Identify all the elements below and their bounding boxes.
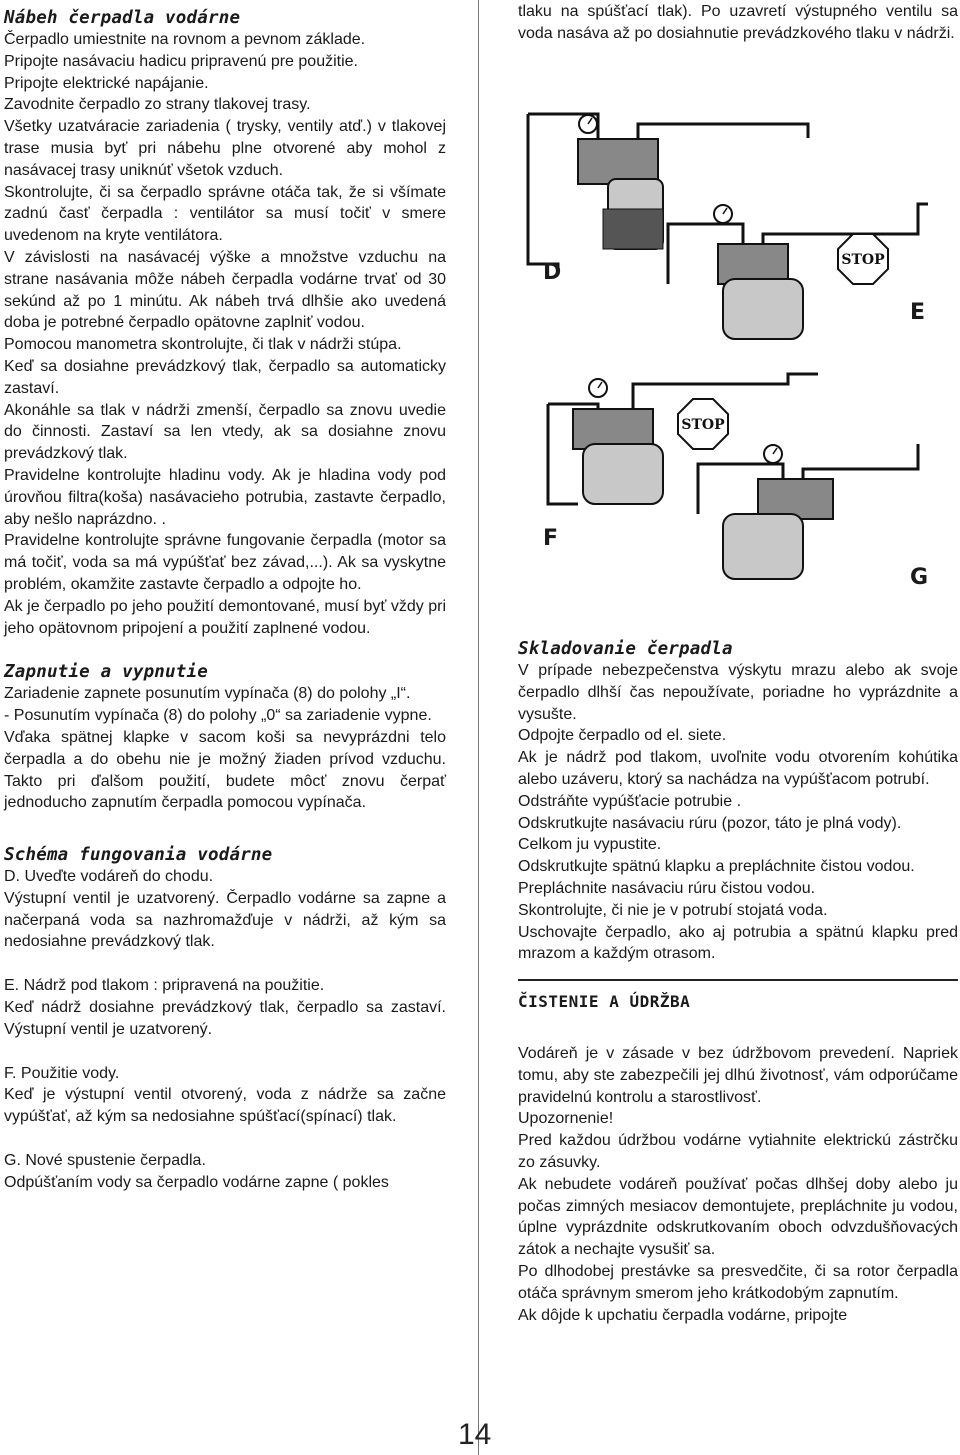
figure-label-f: F <box>543 526 559 551</box>
right-column-top <box>518 0 958 45</box>
figure-label-d: D <box>543 260 562 285</box>
stop-sign-text: STOP <box>681 417 725 433</box>
pipe-line <box>638 124 808 144</box>
page-number: 14 <box>458 1418 492 1451</box>
left-column <box>4 0 446 1194</box>
paragraph: G. Nové spustenie čerpadla. <box>4 1152 206 1170</box>
paragraph: Odskrutkujte nasávaciu rúru (pozor, táto je plná vody). <box>518 814 902 832</box>
pump-diagram <box>518 84 958 628</box>
paragraph: Pripojte nasávaciu hadicu pripravenú pre použitie. <box>4 52 358 70</box>
paragraph: Ak je nádrž pod tlakom, uvoľnite vodu otvorením kohútika alebo uzáveru, ktorý sa nachádza na vypúšťacom potrubí. <box>518 749 958 788</box>
paragraph: Uschovajte čerpadlo, ako aj potrubia a spätnú klapku pred mrazom a každým otrasom. <box>518 923 958 963</box>
paragraph: Keď je výstupní ventil otvorený, voda z nádrže sa začne vypúšťať, až kým sa nedosiahne spúšťací(spínací) tlak. <box>4 1086 446 1126</box>
paragraph: E. Nádrž pod tlakom : pripravená na použitie. <box>4 977 325 995</box>
section-divider <box>518 979 958 991</box>
paragraph: Vodáreň je v zásade v bez údržbovom prevedení. Napriek tomu, aby ste zabezpečili jej dlhú životnosť, vám odporúčame pravidelnú kontrolu a starostlivosť. <box>518 1044 958 1106</box>
paragraph: Akonáhle sa tlak v nádrži zmenší, čerpadlo sa znovu uvedie do činnosti. Zastaví sa len vtedy, ak sa dosiahne znovu prevádzkový tlak. <box>4 401 446 463</box>
column-divider <box>478 0 479 1455</box>
paragraph: Skontrolujte, či sa čerpadlo správne otáča tak, že si všímate zadnú časť čerpadla : ventilátor sa musí točiť v smere uvedenom na kryte ventilátora. <box>4 183 446 245</box>
paragraph: Keď nádrž dosiahne prevádzkový tlak, čerpadlo sa zastaví. Výstupní ventil je uzatvorený. <box>4 999 446 1038</box>
pump-unit-f <box>573 379 728 504</box>
section-heading-schema: Schéma fungovania vodárne <box>4 845 273 866</box>
right-column-bottom <box>518 638 958 1326</box>
stop-sign-text: STOP <box>841 252 885 268</box>
paragraph: tlaku na spúšťací tlak). Po uzavretí výstupného ventilu sa voda nasáva až po dosiahnutie prevádzkového tlaku v nádrži. <box>518 3 958 42</box>
paragraph: Ak dôjde k upchatiu čerpadla vodárne, pripojte <box>518 1306 848 1324</box>
paragraph: Prepláchnite nasávaciu rúru čistou vodou. <box>518 879 816 897</box>
paragraph: V prípade nebezpečenstva výskytu mrazu alebo ak svoje čerpadlo dlhší čas nepoužívate, poriadne ho vyprázdnite a vysušte. <box>518 662 958 723</box>
paragraph: Pravidelne kontrolujte hladinu vody. Ak je hladina vody pod úrovňou filtra(koša) nasávacieho potrubia, zastavte čerpadlo, aby nešlo naprázdno. . <box>4 466 446 528</box>
paragraph: Celkom ju vypustite. <box>518 836 662 854</box>
paragraph: Odpúšťaním vody sa čerpadlo vodárne zapne ( pokles <box>4 1173 389 1191</box>
paragraph: Zariadenie zapnete posunutím vypínača (8) do polohy „I“. <box>4 685 411 703</box>
paragraph: V závislosti na nasávacéj výške a množstve vzduchu na strane nasávania môže nábeh čerpadla vodárne trvať od 30 sekúnd až po 1 minútu. Ak nábeh trvá dlhšie ako uvedená doba je potrebné čerpadlo opätovne zaplniť vodou. <box>4 248 446 332</box>
paragraph: Pripojte elektrické napájanie. <box>4 74 209 92</box>
paragraph: Odskrutkujte spätnú klapku a prepláchnite čistou vodou. <box>518 858 915 876</box>
pump-operation-figure <box>518 84 958 628</box>
paragraph: Pravidelne kontrolujte správne fungovanie čerpadla (motor sa má točiť, voda sa má vypúšťať bez závad,...). Ak sa vyskytne problém, okamžite zastavte čerpadlo a odpojte ho. <box>4 532 446 593</box>
section-heading-zapnutie: Zapnutie a vypnutie <box>4 662 208 683</box>
section-heading-nabeh: Nábeh čerpadla vodárne <box>4 8 241 28</box>
paragraph: Vďaka spätnej klapke v sacom koši sa nevyprázdni telo čerpadla a do obehu nie je možný žiaden prívod vzduchu. Takto pri ďalšom použití, budete môcť znovu čerpať jednoducho zapnutím čerpadla pomocou vypínača. <box>4 728 446 812</box>
paragraph: Keď sa dosiahne prevádzkový tlak, čerpadlo sa automaticky zastaví. <box>4 357 446 397</box>
paragraph: Ak nebudete vodáreň používať počas dlhšej doby alebo ju počas zimných mesiacov demontujete, prepláchnite ju vodou, úplne vyprázdnite odskrutkovaním oboch odvzdušňovacých zátok a nechajte vysušiť sa. <box>518 1175 958 1259</box>
paragraph: Pred každou údržbou vodárne vytiahnite elektrickú zástrčku zo zásuvky. <box>518 1132 958 1171</box>
section-heading-cistenie: ČISTENIE A ÚDRŽBA <box>518 992 691 1012</box>
paragraph: Upozornenie! <box>518 1110 614 1128</box>
pump-unit-d <box>578 115 663 249</box>
paragraph: Čerpadlo umiestnite na rovnom a pevnom základe. <box>4 31 366 48</box>
paragraph: Skontrolujte, či nie je v potrubí stojatá voda. <box>518 901 828 919</box>
paragraph: F. Použitie vody. <box>4 1064 120 1082</box>
pipe-line <box>528 114 558 274</box>
section-heading-skladovanie: Skladovanie čerpadla <box>518 639 733 659</box>
paragraph: Zavodnite čerpadlo zo strany tlakovej trasy. <box>4 96 311 114</box>
figure-label-e: E <box>910 300 926 325</box>
paragraph: D. Uveďte vodáreň do chodu. <box>4 868 214 886</box>
figure-label-g: G <box>910 565 929 590</box>
paragraph: Po dlhodobej prestávke sa presvedčite, či sa rotor čerpadla otáča správnym smerom jeho krátkodobým zapnutím. <box>518 1262 958 1302</box>
paragraph: Pomocou manometra skontrolujte, či tlak v nádrži stúpa. <box>4 336 402 354</box>
paragraph: Výstupní ventil je uzatvorený. Čerpadlo vodárne sa zapne a načerpaná voda sa nazhromažďuje v nádrži, až kým sa nedosiahne prevádzkový tlak. <box>4 889 446 951</box>
paragraph: Ak je čerpadlo po jeho použití demontované, musí byť vždy pri jeho opätovnom pripojení a použití zaplnené vodou. <box>4 597 446 637</box>
paragraph: Všetky uzatváracie zariadenia ( trysky, ventily atď.) v tlakovej trase musia byť pri nábehu plne otvorené aby mohol z nasávacej trasy uniknúť všetok vzduch. <box>4 118 446 179</box>
paragraph: Odstráňte vypúšťacie potrubie . <box>518 792 742 810</box>
paragraph: - Posunutím vypínača (8) do polohy „0“ sa zariadenie vypne. <box>4 707 432 725</box>
paragraph: Odpojte čerpadlo od el. siete. <box>518 727 727 745</box>
